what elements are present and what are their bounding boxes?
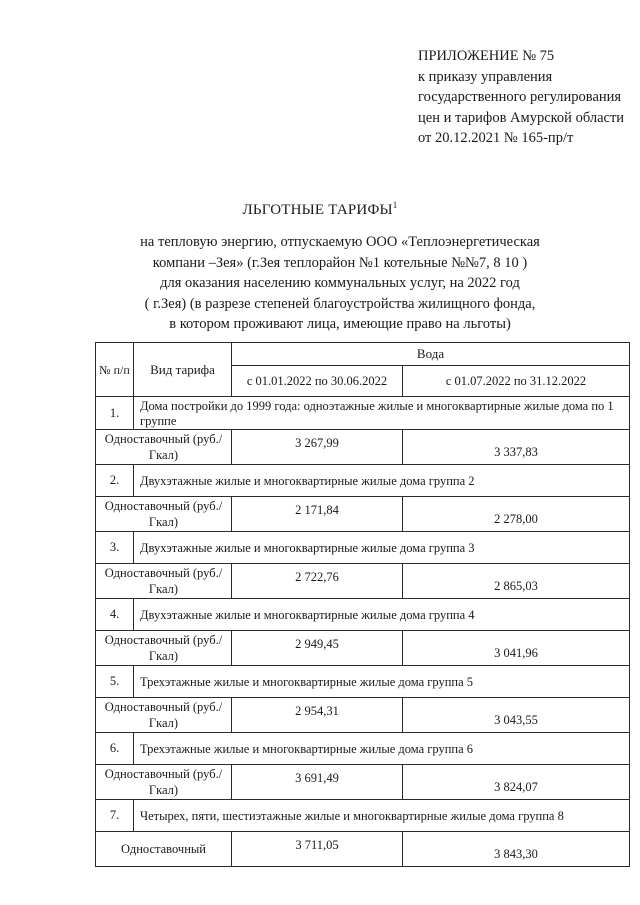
tariff-row	[96, 497, 630, 532]
group-description: Двухэтажные жилые и многоквартирные жилые дома группа 2	[134, 465, 630, 497]
subtitle-line: для оказания населению коммунальных услуг, на 2022 год	[160, 275, 520, 291]
tariff-kind: Одноставочный (руб./Гкал)	[96, 430, 232, 465]
tariff-kind: Одноставочный	[96, 832, 232, 867]
header-num: № п/п	[96, 343, 134, 397]
group-description: Трехэтажные жилые и многоквартирные жилые дома группа 5	[134, 666, 630, 698]
row-number: 2.	[96, 465, 134, 497]
tariff-row	[96, 631, 630, 666]
group-row	[96, 599, 630, 631]
group-description: Двухэтажные жилые и многоквартирные жилые дома группа 3	[134, 532, 630, 564]
group-row	[96, 465, 630, 497]
group-row	[96, 666, 630, 698]
subtitle-line: в котором проживают лица, имеющие право на льготы)	[169, 316, 511, 332]
header-kind: Вид тарифа	[134, 343, 232, 397]
tariff-value-period-2: 3 043,55	[403, 698, 630, 733]
tariff-row	[96, 832, 630, 867]
tariff-table	[95, 342, 630, 867]
tariff-value-period-1: 3 711,05	[232, 832, 403, 867]
row-number: 4.	[96, 599, 134, 631]
tariff-value-period-2: 3 041,96	[403, 631, 630, 666]
tariff-value-period-2: 3 337,83	[403, 430, 630, 465]
tariff-value-period-1: 2 171,84	[232, 497, 403, 532]
row-number: 1.	[96, 397, 134, 430]
tariff-value-period-1: 3 691,49	[232, 765, 403, 800]
title-text: ЛЬГОТНЫЕ ТАРИФЫ	[242, 202, 393, 218]
row-number: 7.	[96, 800, 134, 832]
tariff-row	[96, 698, 630, 733]
document-title	[0, 200, 640, 219]
group-description: Дома постройки до 1999 года: одноэтажные жилые и многоквартирные жилые дома по 1 группе	[134, 397, 630, 430]
appendix-block	[418, 46, 624, 149]
tariff-value-period-1: 3 267,99	[232, 430, 403, 465]
tariff-kind: Одноставочный (руб./Гкал)	[96, 497, 232, 532]
group-description: Трехэтажные жилые и многоквартирные жилые дома группа 6	[134, 733, 630, 765]
subtitle-line: ( г.Зея) (в разрезе степеней благоустройства жилищного фонда,	[144, 295, 536, 312]
appendix-line: цен и тарифов Амурской области	[418, 109, 625, 126]
document-subtitle	[120, 232, 560, 335]
appendix-line: ПРИЛОЖЕНИЕ № 75	[418, 48, 555, 64]
tariff-value-period-2: 2 278,00	[403, 497, 630, 532]
tariff-value-period-2: 2 865,03	[403, 564, 630, 599]
tariff-row	[96, 564, 630, 599]
tariff-kind: Одноставочный (руб./Гкал)	[96, 564, 232, 599]
header-period-1: с 01.01.2022 по 30.06.2022	[232, 366, 403, 397]
row-number: 6.	[96, 733, 134, 765]
tariff-kind: Одноставочный (руб./Гкал)	[96, 631, 232, 666]
group-row	[96, 532, 630, 564]
group-row	[96, 733, 630, 765]
subtitle-line: компани –Зея» (г.Зея теплорайон №1 котельные №№7, 8 10 )	[152, 254, 528, 271]
group-row	[96, 800, 630, 832]
table-header-row	[96, 343, 630, 366]
tariff-value-period-2: 3 824,07	[403, 765, 630, 800]
group-row	[96, 397, 630, 430]
appendix-line: к приказу управления	[418, 68, 553, 85]
tariff-value-period-1: 2 954,31	[232, 698, 403, 733]
header-period-2: с 01.07.2022 по 31.12.2022	[403, 366, 630, 397]
appendix-line: государственного регулирования	[418, 89, 622, 105]
appendix-line: от 20.12.2021 № 165-пр/т	[418, 130, 574, 146]
group-description: Четырех, пяти, шестиэтажные жилые и многоквартирные жилые дома группа 8	[134, 800, 630, 832]
row-number: 5.	[96, 666, 134, 698]
header-water: Вода	[232, 343, 630, 366]
row-number: 3.	[96, 532, 134, 564]
group-description: Двухэтажные жилые и многоквартирные жилые дома группа 4	[134, 599, 630, 631]
tariff-value-period-1: 2 722,76	[232, 564, 403, 599]
tariff-value-period-1: 2 949,45	[232, 631, 403, 666]
footnote-mark: 1	[392, 200, 398, 210]
tariff-row	[96, 765, 630, 800]
tariff-value-period-2: 3 843,30	[403, 832, 630, 867]
tariff-kind: Одноставочный (руб./Гкал)	[96, 765, 232, 800]
tariff-row	[96, 430, 630, 465]
tariff-kind: Одноставочный (руб./Гкал)	[96, 698, 232, 733]
subtitle-line: на тепловую энергию, отпускаемую ООО «Теплоэнергетическая	[140, 234, 540, 250]
